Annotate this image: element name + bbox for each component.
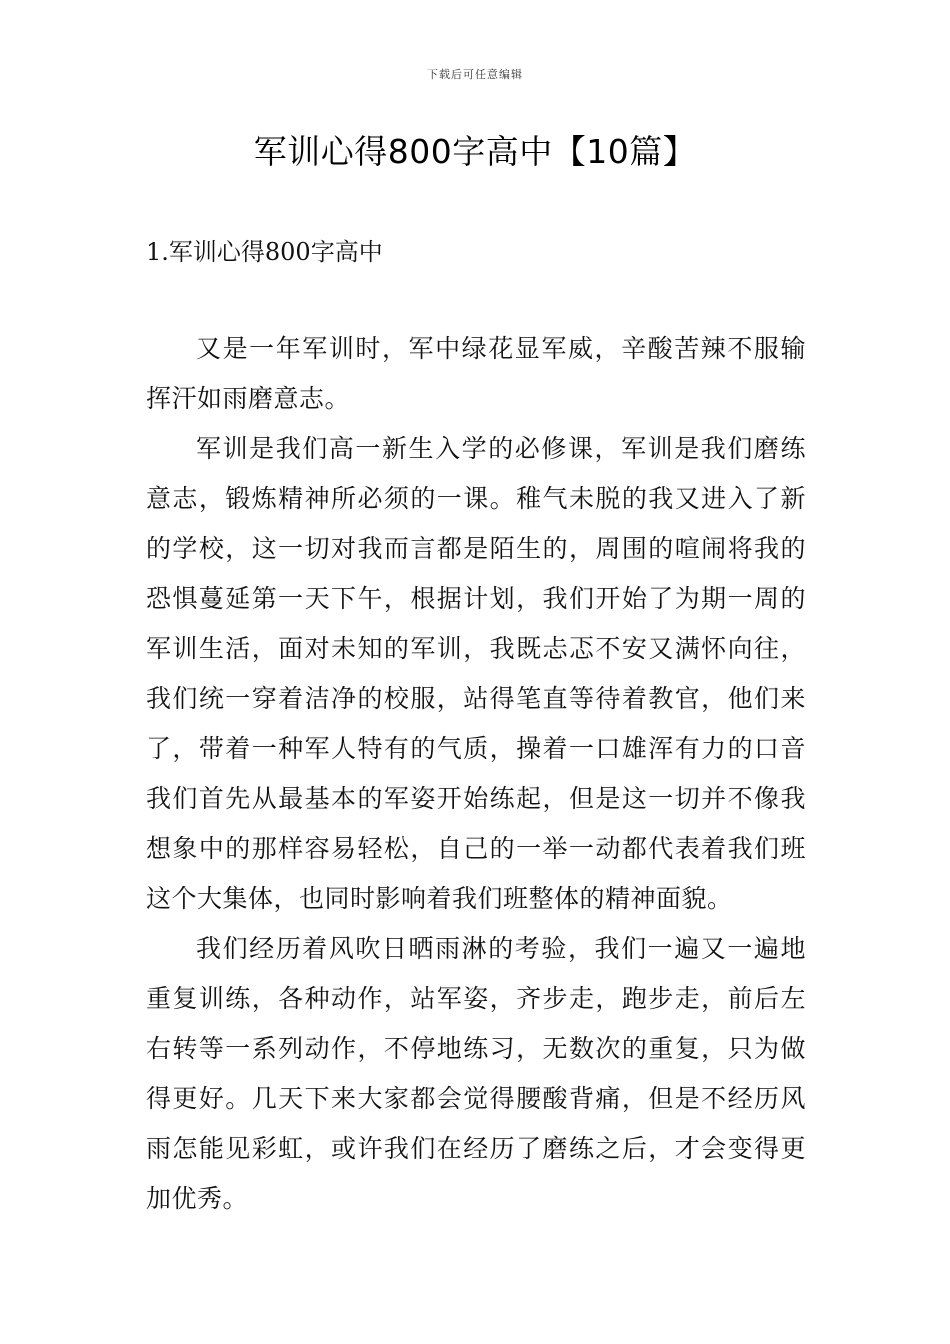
paragraph-3: 我们经历着风吹日晒雨淋的考验，我们一遍又一遍地重复训练，各种动作，站军姿，齐步走，跑步走，前后左右转等一系列动作，不停地练习，无数次的重复，只为做得更好。几天下来大家都会觉得腰酸背痛，但是不经历风雨怎能见彩虹，或许我们在经历了磨练之后，才会变得更加优秀。 [146, 934, 806, 1213]
header-note: 下载后可任意编辑 [427, 68, 523, 81]
body-text [146, 324, 806, 1224]
paragraph-1: 又是一年军训时，军中绿花显军威，辛酸苦辣不服输挥汗如雨磨意志。 [146, 334, 806, 413]
paragraph-2: 军训是我们高一新生入学的必修课，军训是我们磨练意志，锻炼精神所必须的一课。稚气未脱的我又进入了新的学校，这一切对我而言都是陌生的，周围的喧闹将我的恐惧蔓延第一天下午，根据计划，我们开始了为期一周的军训生活，面对未知的军训，我既忐忑不安又满怀向往，我们统一穿着洁净的校服，站得笔直等待着教官，他们来了，带着一种军人特有的气质，操着一口雄浑有力的口音我们首先从最基本的军姿开始练起，但是这一切并不像我想象中的那样容易轻松，自己的一举一动都代表着我们班这个大集体，也同时影响着我们班整体的精神面貌。 [146, 434, 806, 913]
section-heading: 1.军训心得800字高中 [146, 238, 383, 266]
document-title: 军训心得800字高中【10篇】 [253, 132, 697, 171]
